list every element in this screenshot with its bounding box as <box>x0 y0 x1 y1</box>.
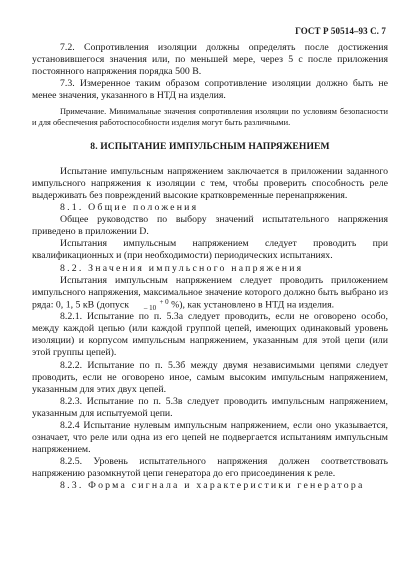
section-8-intro: Испытание импульсным напряжением заключается в приложении заданного импульсного напряжения к изоляции с тем, чтобы проверить способность реле выдерживать без повреждений высокие кратковременные перенапряжения. <box>32 165 388 201</box>
page-header: ГОСТ Р 50514–93 С. 7 <box>295 26 386 36</box>
text-column <box>32 42 388 493</box>
tolerance-plus: + 0 <box>159 297 169 306</box>
subsection-8-1-heading: 8.1. Общие положения <box>60 202 199 214</box>
paragraph-7-2: 7.2. Сопротивления изоляции должны определять после достижения установившегося значения или, по меньшей мере, через 5 с после приложения постоянного напряжения порядка 500 В. <box>32 42 388 78</box>
paragraph-8-2 <box>32 275 388 312</box>
section-8-heading: 8. ИСПЫТАНИЕ ИМПУЛЬСНЫМ НАПРЯЖЕНИЕМ <box>90 140 330 152</box>
subsection-8-3-heading: 8.3. Форма сигнала и характеристики генератора <box>60 480 365 492</box>
subsection-8-2-heading: 8.2. Значения импульсного напряжения <box>60 262 304 274</box>
tolerance-stack <box>131 299 168 311</box>
paragraph-7-3: 7.3. Измеренное таким образом сопротивление изоляции должно быть не менее значения, указанного в НТД на изделия. <box>32 78 388 102</box>
paragraph-8-2-4: 8.2.4 Испытание нулевым импульсным напряжением, если оно указывается, означает, что реле или одна из его цепей не подвергается испытаниям импульсным напряжением. <box>32 419 388 456</box>
note-paragraph: Примечание. Минимальные значения сопротивления изоляции по условиям безопасности и для обеспечения работоспособности изделия могут быть различными. <box>32 107 388 128</box>
paragraph-8-1-b: Испытания импульсным напряжением следует проводить при квалификационных и (при необходимости) периодических испытаниях. <box>32 238 388 262</box>
paragraph-8-2-2: 8.2.2. Испытание по п. 5.3б между двумя независимыми цепями следует проводить, если не оговорено иное, самым высоким импульсным напряжением, указанным для этих двух цепей. <box>32 359 388 395</box>
paragraph-8-1-a: Общее руководство по выбору значений испытательного напряжения приведено в приложении D. <box>32 214 388 238</box>
paragraph-8-2-5: 8.2.5. Уровень испытательного напряжения должен соответствовать напряжению разомкнутой цепи генератора до его присоединения к реле. <box>32 456 388 480</box>
paragraph-8-2-start: Испытания импульсным напряжением следует проводить приложением импульсного напряжения, максимальное значение которого должно быть выбрано из ряда: 0, 1, 5 кВ (допуск <box>32 274 388 311</box>
paragraph-8-2-end: %), как установлено в НТД на изделия. <box>171 299 335 311</box>
paragraph-8-2-1: 8.2.1. Испытание по п. 5.3а следует проводить, если не оговорено особо, между каждой цепью (или каждой группой цепей, имеющих одинаковый уровень изоляции) и корпусом импульсным напряжением, указанным для этой цепи (или этой группы цепей). <box>32 311 388 359</box>
paragraph-8-2-3: 8.2.3. Испытание по п. 5.3в следует проводить импульсным напряжением, указанным для испытуемой цепи. <box>32 395 388 419</box>
tolerance-minus: – 10 <box>143 303 157 312</box>
